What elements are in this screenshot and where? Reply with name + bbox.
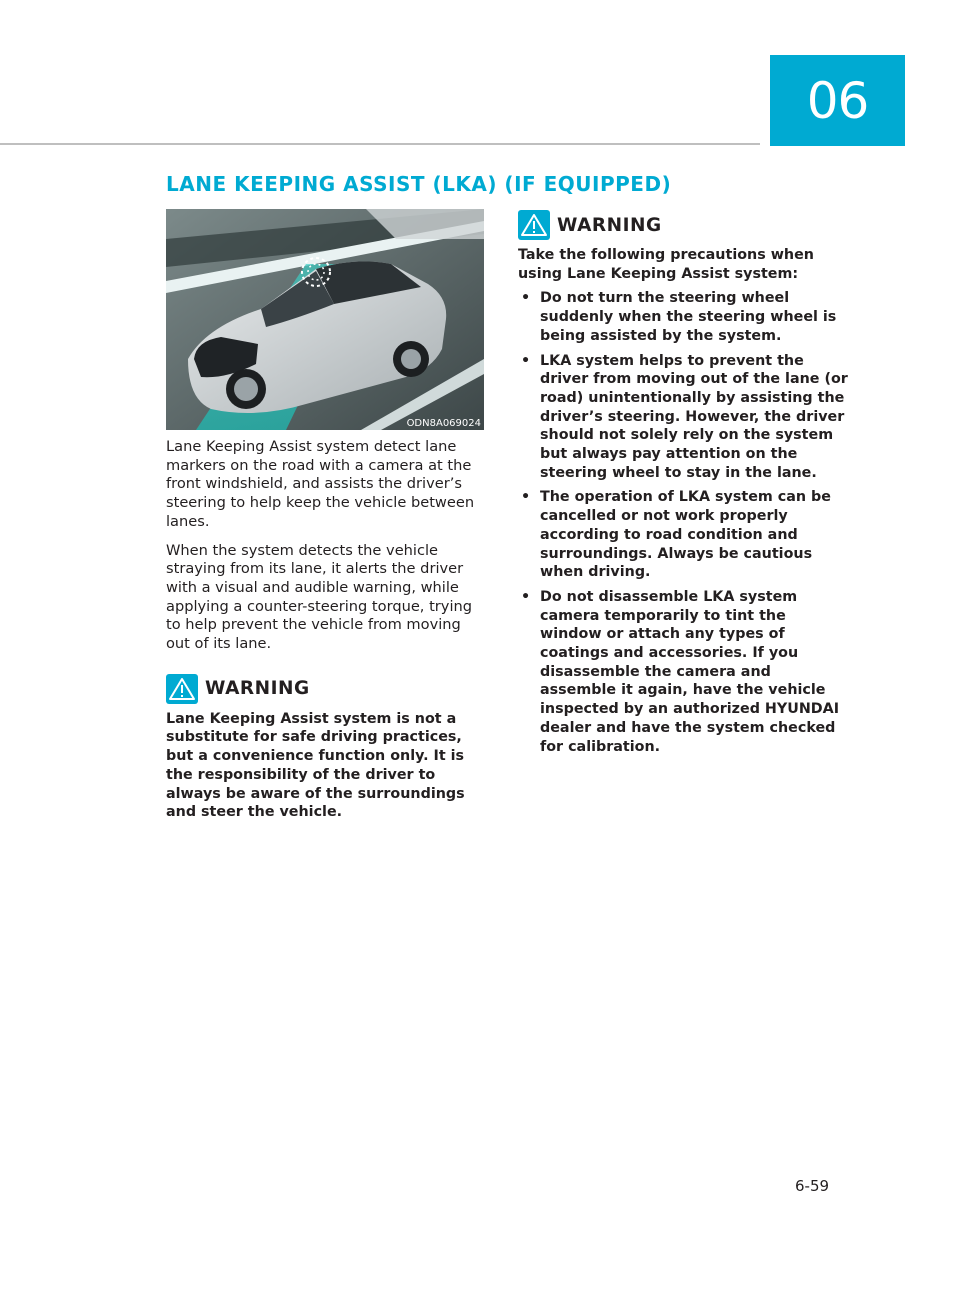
list-item-text: LKA system helps to prevent the driver from moving out of the lane (or road) unintentionally by assisting the driver’s steering. However, the driver should not solely rely on the system but always pay attention on the steering wheel to stay in the lane. bbox=[540, 352, 848, 481]
bullet-icon: • bbox=[521, 352, 531, 369]
warning-box-1 bbox=[166, 674, 488, 822]
warning-2-title: WARNING bbox=[557, 214, 662, 236]
intro-paragraph-2: When the system detects the vehicle straying from its lane, it alerts the driver with a visual and audible warning, while applying a counter-steering torque, trying to help prevent the vehicle from moving out of its lane. bbox=[166, 541, 473, 653]
chapter-tab bbox=[770, 55, 905, 146]
bullet-icon: • bbox=[521, 588, 531, 605]
figure-caption: ODN8A069024 bbox=[406, 418, 481, 429]
warning-2-list bbox=[518, 289, 848, 756]
list-item bbox=[518, 588, 848, 756]
warning-1-text: Lane Keeping Assist system is not a substitute for safe driving practices, but a convenience function only. It is the responsibility of the driver to always be aware of the surroundings and steer the vehicle. bbox=[166, 710, 465, 821]
intro-paragraph-1: Lane Keeping Assist system detect lane markers on the road with a camera at the front windshield, and assists the driver’s steering to help keep the vehicle between lanes. bbox=[166, 438, 475, 530]
right-column bbox=[518, 210, 848, 762]
left-column bbox=[166, 438, 488, 822]
warning-2-intro: Take the following precautions when using Lane Keeping Assist system: bbox=[518, 247, 814, 282]
list-item-text: The operation of LKA system can be cancelled or not work properly according to road condition and surroundings. Always be cautious when driving. bbox=[540, 489, 831, 581]
list-item-text: Do not turn the steering wheel suddenly when the steering wheel is being assisted by the system. bbox=[540, 290, 837, 344]
list-item bbox=[518, 488, 848, 582]
warning-1-header bbox=[166, 674, 488, 704]
list-item bbox=[518, 289, 848, 345]
lka-figure bbox=[166, 209, 484, 430]
header-rule bbox=[0, 143, 760, 145]
warning-triangle-icon bbox=[166, 674, 198, 704]
warning-1-title: WARNING bbox=[205, 678, 310, 700]
bullet-icon: • bbox=[521, 489, 531, 506]
warning-triangle-icon bbox=[518, 210, 550, 240]
lka-car-illustration bbox=[166, 209, 484, 430]
warning-box-2 bbox=[518, 210, 848, 756]
bullet-icon: • bbox=[521, 290, 531, 307]
chapter-number: 06 bbox=[806, 71, 869, 130]
list-item bbox=[518, 352, 848, 483]
page-number: 6-59 bbox=[795, 1177, 830, 1195]
warning-2-header bbox=[518, 210, 848, 240]
list-item-text: Do not disassemble LKA system camera temporarily to tint the window or attach any types of coatings and accessories. If you disassemble the camera and assemble it again, have the vehicle inspected by an authorized HYUNDAI dealer and have the system checked for calibration. bbox=[540, 588, 840, 755]
section-title: LANE KEEPING ASSIST (LKA) (IF EQUIPPED) bbox=[166, 172, 672, 196]
